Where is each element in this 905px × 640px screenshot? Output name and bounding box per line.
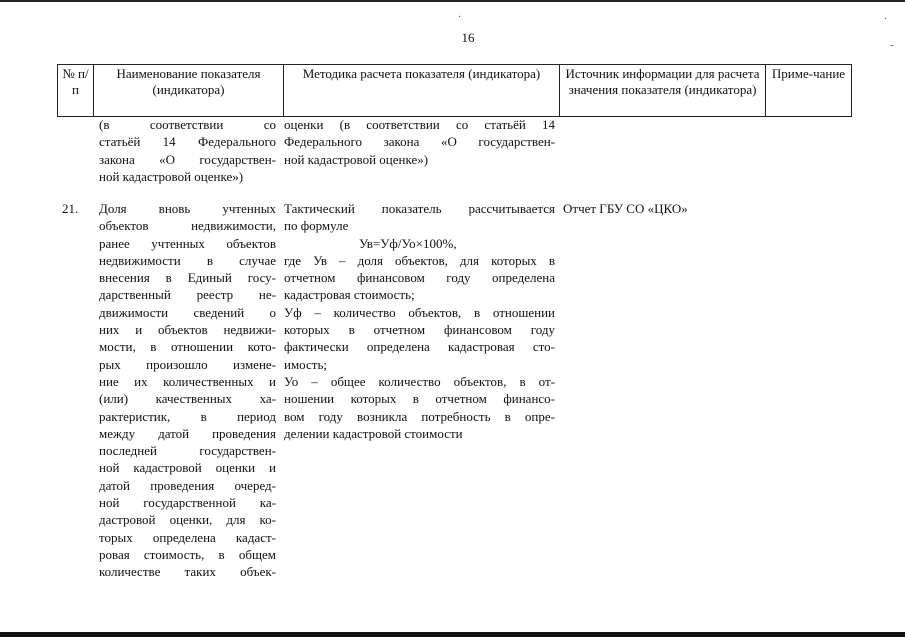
text-line: фактически определена кадастровая сто- (284, 339, 555, 355)
scan-speck: · (458, 12, 462, 23)
calculation-method-cell (284, 200, 555, 442)
text-line: Уф – количество объектов, в отношении (284, 304, 555, 320)
row-number: 21. (62, 201, 79, 216)
text-line: датой проведения очеред- (99, 477, 276, 493)
text-line: делении кадастровой стоимости (284, 425, 463, 441)
text-line: ношении которых в отчетном финансо- (284, 391, 555, 407)
text-line: оценки (в соответствии со статьёй 14 (284, 117, 555, 132)
continued-name-cell (99, 116, 276, 185)
text-line: которых в отчетном финансовом году (284, 322, 555, 338)
top-border-line (0, 0, 905, 2)
text-line: движимости сведений о (99, 304, 276, 320)
text-line: (в соответствии со (99, 117, 276, 132)
information-source-cell: Отчет ГБУ СО «ЦКО» (563, 201, 688, 216)
scan-speck: · (884, 14, 888, 25)
scan-speck: - (890, 40, 894, 51)
text-line: ровая стоимость, в общем (99, 546, 276, 562)
text-line: по формуле (284, 218, 349, 234)
text-line: количестве таких объек- (99, 564, 276, 580)
text-line: имость; (284, 356, 327, 372)
text-line: ной кадастровой оценке») (99, 168, 244, 184)
text-line: недвижимости в случае (99, 252, 276, 268)
continued-method-cell (284, 116, 555, 168)
text-line: внесения в Единый госу- (99, 270, 276, 286)
text-line: них и объектов недвижи- (99, 322, 276, 338)
text-line: кадастровая стоимость; (284, 287, 415, 303)
text-line: ние их количественных и (99, 373, 276, 389)
header-number: № п/п (58, 65, 94, 117)
table-header (57, 64, 852, 117)
text-line: дастровой оценки, для ко- (99, 512, 276, 528)
text-line: торых определена кадаст- (99, 529, 276, 545)
text-line: вом году возникла потребность в опре- (284, 408, 555, 424)
text-line: мости, в отношении кото- (99, 339, 276, 355)
text-line: Тактический показатель рассчитывается (284, 201, 555, 216)
header-calculation-method: Методика расчета показателя (индикатора) (284, 65, 560, 117)
text-line: закона «О государствен- (99, 151, 276, 167)
text-line: где Ув – доля объектов, для которых в (284, 252, 555, 268)
text-line: объектов недвижимости, (99, 218, 276, 234)
text-line: Федерального закона «О государствен- (284, 134, 555, 150)
text-line: статьёй 14 Федерального (99, 134, 276, 150)
text-line: (или) качественных ха- (99, 391, 276, 407)
text-line: ной кадастровой оценке») (284, 151, 429, 167)
text-line: рактеристик, в период (99, 408, 276, 424)
header-note: Приме-чание (766, 65, 852, 117)
header-indicator-name: Наименование показателя (индикатора) (94, 65, 284, 117)
text-line: последней государствен- (99, 443, 276, 459)
formula: Ув=Уф/Уо×100%, (359, 235, 457, 251)
text-line: ранее учтенных объектов (99, 235, 276, 251)
text-line: дарственный реестр не- (99, 287, 276, 303)
bottom-border-line (0, 632, 905, 637)
text-line: рых произошло измене- (99, 356, 276, 372)
text-line: ной государственной ка- (99, 495, 276, 511)
indicator-name-cell (99, 200, 276, 581)
text-line: Доля вновь учтенных (99, 201, 276, 216)
header-information-source: Источник информации для расчета значения показателя (индикатора) (560, 65, 766, 117)
page-number: 16 (461, 30, 475, 45)
text-line: Уо – общее количество объектов, в от- (284, 373, 555, 389)
text-line: между датой проведения (99, 425, 276, 441)
text-line: ной кадастровой оценки и (99, 460, 276, 476)
text-line: отчетном финансовом году определена (284, 270, 555, 286)
